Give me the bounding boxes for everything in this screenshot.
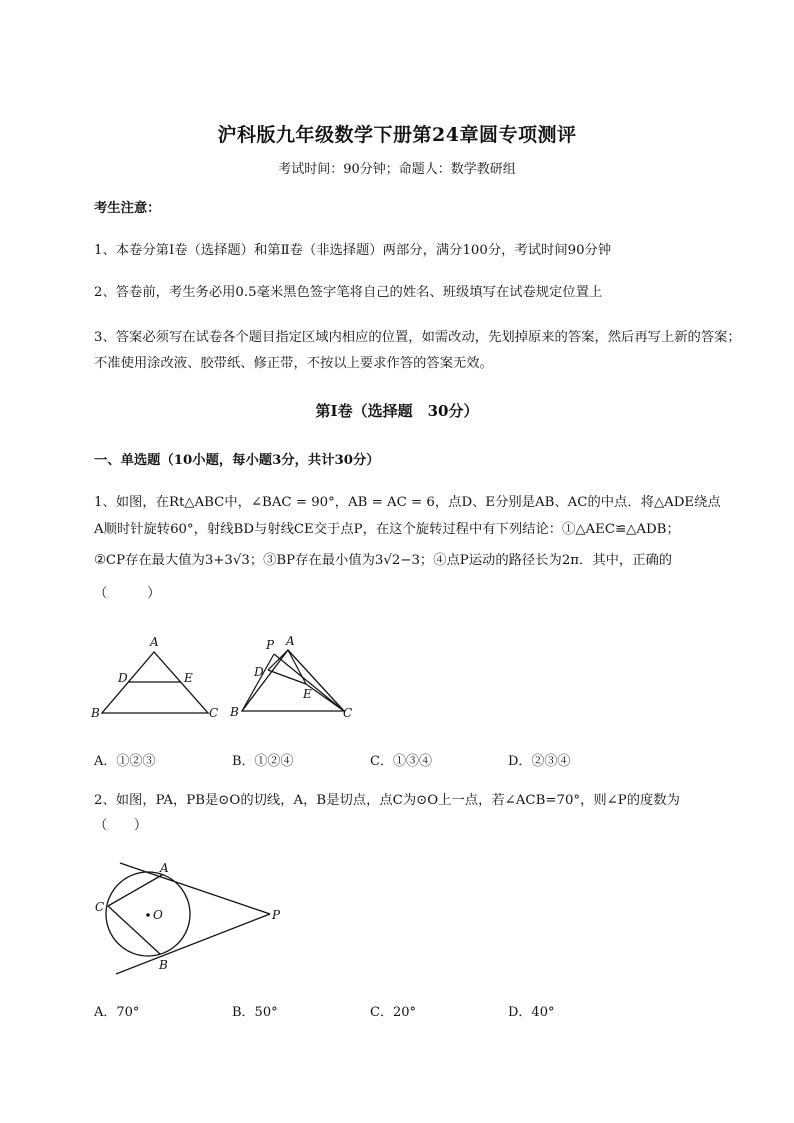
label-e: E bbox=[303, 687, 312, 701]
label-d: D bbox=[254, 665, 264, 679]
label-c: C bbox=[343, 706, 353, 720]
center-dot bbox=[146, 913, 150, 917]
q2-line-1: 2、如图，PA，PB是⊙O的切线，A，B是切点，点C为⊙O上一点，若∠ACB=70°，则∠P的度数为 bbox=[94, 793, 680, 808]
notice-heading: 考生注意： bbox=[94, 201, 161, 216]
q2-line-2: （ ） bbox=[94, 818, 148, 833]
label-p: P bbox=[266, 638, 275, 652]
part-heading: 一、单选题（10小题，每小题3分，共计30分） bbox=[94, 453, 380, 468]
label-a: A bbox=[160, 861, 169, 875]
q2-figure bbox=[88, 852, 298, 982]
q1-line-2: A顺时针旋转60°，射线BD与射线CE交于点P，在这个旋转过程中有下列结论：①△AEC≌△ADB； bbox=[94, 522, 680, 537]
label-o: O bbox=[153, 908, 163, 922]
label-d: D bbox=[118, 671, 128, 685]
q1-line-1: 1、如图，在Rt△ABC中，∠BAC = 90°，AB = AC = 6，点D、E分别是AB、AC的中点．将△ADE绕点 bbox=[94, 495, 721, 510]
label-a: A bbox=[286, 634, 295, 648]
q2-option-d[interactable]: D．40° bbox=[508, 1005, 555, 1020]
page-title: 沪科版九年级数学下册第24章圆专项测评 bbox=[217, 124, 577, 146]
q1-figure-1 bbox=[88, 630, 223, 725]
label-e: E bbox=[184, 671, 193, 685]
q2-option-a[interactable]: A．70° bbox=[94, 1005, 140, 1020]
label-b: B bbox=[230, 705, 239, 719]
q1-figure-2 bbox=[226, 630, 361, 725]
exam-info: 考试时间：90分钟；命题人：数学教研组 bbox=[278, 162, 516, 177]
label-p: P bbox=[272, 908, 281, 922]
q2-option-b[interactable]: B．50° bbox=[232, 1005, 278, 1020]
notice-item-1: 1、本卷分第Ⅰ卷（选择题）和第Ⅱ卷（非选择题）两部分，满分100分，考试时间90分钟 bbox=[94, 243, 612, 258]
q1-option-b[interactable]: B．①②④ bbox=[232, 754, 294, 769]
label-a: A bbox=[150, 635, 159, 649]
tangent-pb bbox=[116, 914, 270, 974]
label-b: B bbox=[91, 706, 100, 720]
ray-cp bbox=[274, 654, 344, 711]
notice-item-3: 3、答案必须写在试卷各个题目指定区域内相应的位置，如需改动，先划掉原来的答案，然后再写上新的答案；不准使用涂改液、胶带纸、修正带，不按以上要求作答的答案无效。 bbox=[94, 330, 741, 371]
section-title: 第Ⅰ卷（选择题 30分） bbox=[315, 402, 479, 420]
q1-line-4: （ ） bbox=[94, 586, 161, 601]
tangent-pa bbox=[120, 863, 270, 914]
q1-option-c[interactable]: C．①③④ bbox=[370, 754, 432, 769]
chord-ca bbox=[108, 875, 162, 906]
ray-bp bbox=[242, 654, 274, 711]
q1-option-a[interactable]: A．①②③ bbox=[94, 754, 156, 769]
label-c: C bbox=[209, 706, 219, 720]
q1-line-3: ②CP存在最大值为3+3√3；③BP存在最小值为3√2−3；④点P运动的路径长为2π．其中，正确的 bbox=[94, 553, 673, 568]
q1-option-d[interactable]: D．②③④ bbox=[508, 754, 571, 769]
notice-item-2: 2、答卷前，考生务必用0.5毫米黑色签字笔将自己的姓名、班级填写在试卷规定位置上 bbox=[94, 285, 603, 300]
label-c: C bbox=[95, 900, 105, 914]
label-b: B bbox=[159, 958, 168, 972]
q2-option-c[interactable]: C．20° bbox=[370, 1005, 416, 1020]
